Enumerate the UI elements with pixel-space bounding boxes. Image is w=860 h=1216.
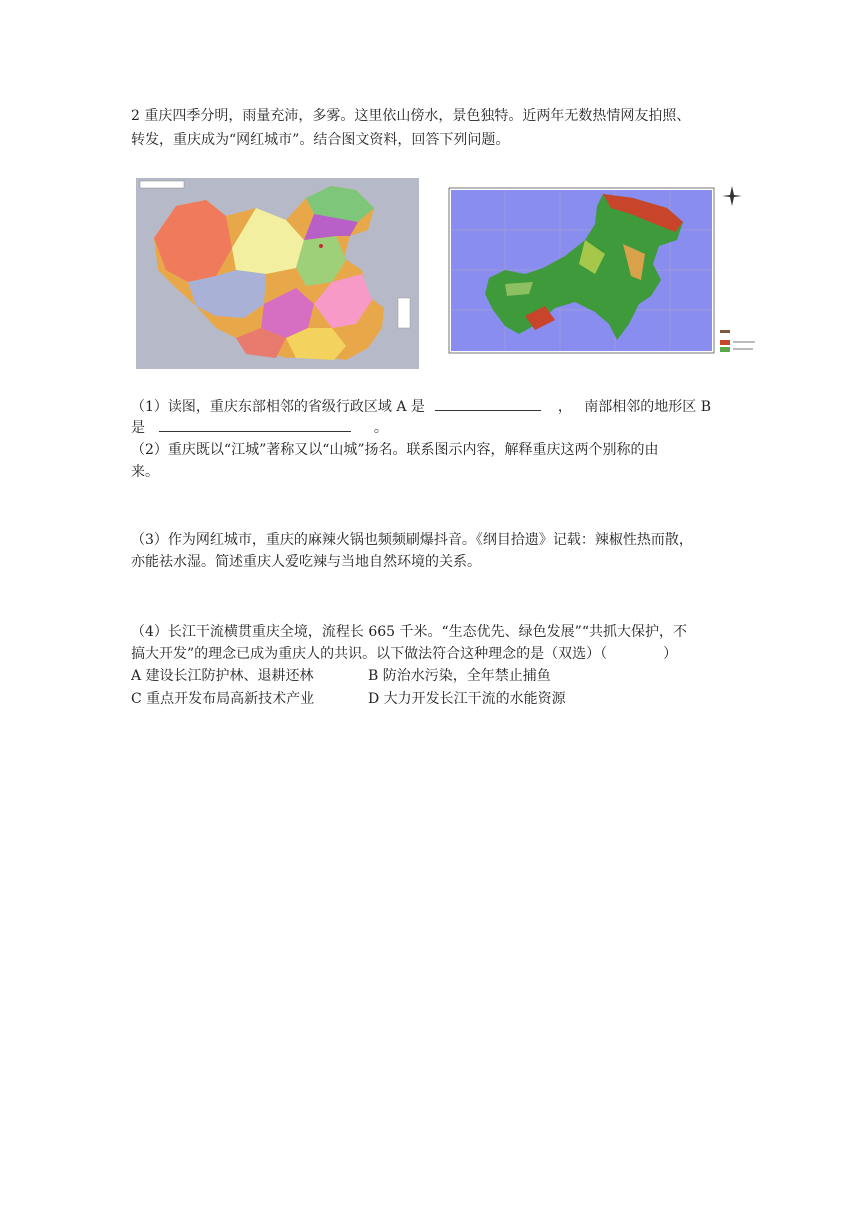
q1-text-b: ，	[557, 399, 572, 415]
option-b[interactable]: B 防治水污染，全年禁止捕鱼	[368, 668, 551, 684]
option-a[interactable]: A 建设长江防护林、退耕还林	[131, 668, 314, 684]
q1-text-e: 。	[373, 420, 388, 436]
q1-text-c: 南部相邻的地形区 B	[584, 399, 712, 415]
q1-text-a: （1）读图，重庆东部相邻的省级行政区域 A 是	[131, 399, 425, 415]
q2-line-2: 来。	[131, 464, 159, 480]
terrain-legend	[718, 328, 760, 358]
terrain-map-graphic	[445, 184, 718, 357]
q4-text-a: 搞大开发”的理念已成为重庆人的共识。以下做法符合这种理念的是（双选）（	[131, 646, 608, 662]
q2-line-1: （2）重庆既以“江城”著称又以“山城”扬名。联系图示内容，解释重庆这两个别称的由	[131, 442, 659, 458]
q1-line-1	[131, 396, 711, 417]
q3-line-2: 亦能祛水湿。简述重庆人爱吃辣与当地自然环境的关系。	[131, 554, 481, 570]
option-d[interactable]: D 大力开发长江干流的水能资源	[368, 691, 566, 707]
q3-line-1: （3）作为网红城市，重庆的麻辣火锅也频频刷爆抖音。《纲目拾遗》记载：辣椒性热而散，	[131, 532, 693, 548]
china-provinces-map	[136, 178, 419, 369]
q4-line-1: （4）长江干流横贯重庆全境，流程长 665 千米。“生态优先、绿色发展”“共抓大保护，不	[131, 624, 687, 640]
q1-line-2	[131, 417, 388, 438]
q4-text-b: ）	[663, 646, 678, 662]
q4-line-2	[131, 644, 677, 664]
china-map-graphic	[136, 178, 419, 369]
compass-rose-icon	[722, 186, 742, 206]
q1-answer-blank-a[interactable]	[435, 396, 541, 411]
q1-text-d: 是	[131, 420, 145, 436]
option-c[interactable]: C 重点开发布局高新技术产业	[131, 691, 315, 707]
q1-answer-blank-b[interactable]	[159, 417, 351, 432]
chongqing-terrain-map	[445, 184, 718, 357]
question-intro-line-1: 2 重庆四季分明，雨量充沛，多雾。这里依山傍水，景色独特。近两年无数热情网友拍照、	[131, 108, 691, 124]
question-intro-line-2: 转发，重庆成为“网红城市”。结合图文资料，回答下列问题。	[131, 132, 510, 148]
